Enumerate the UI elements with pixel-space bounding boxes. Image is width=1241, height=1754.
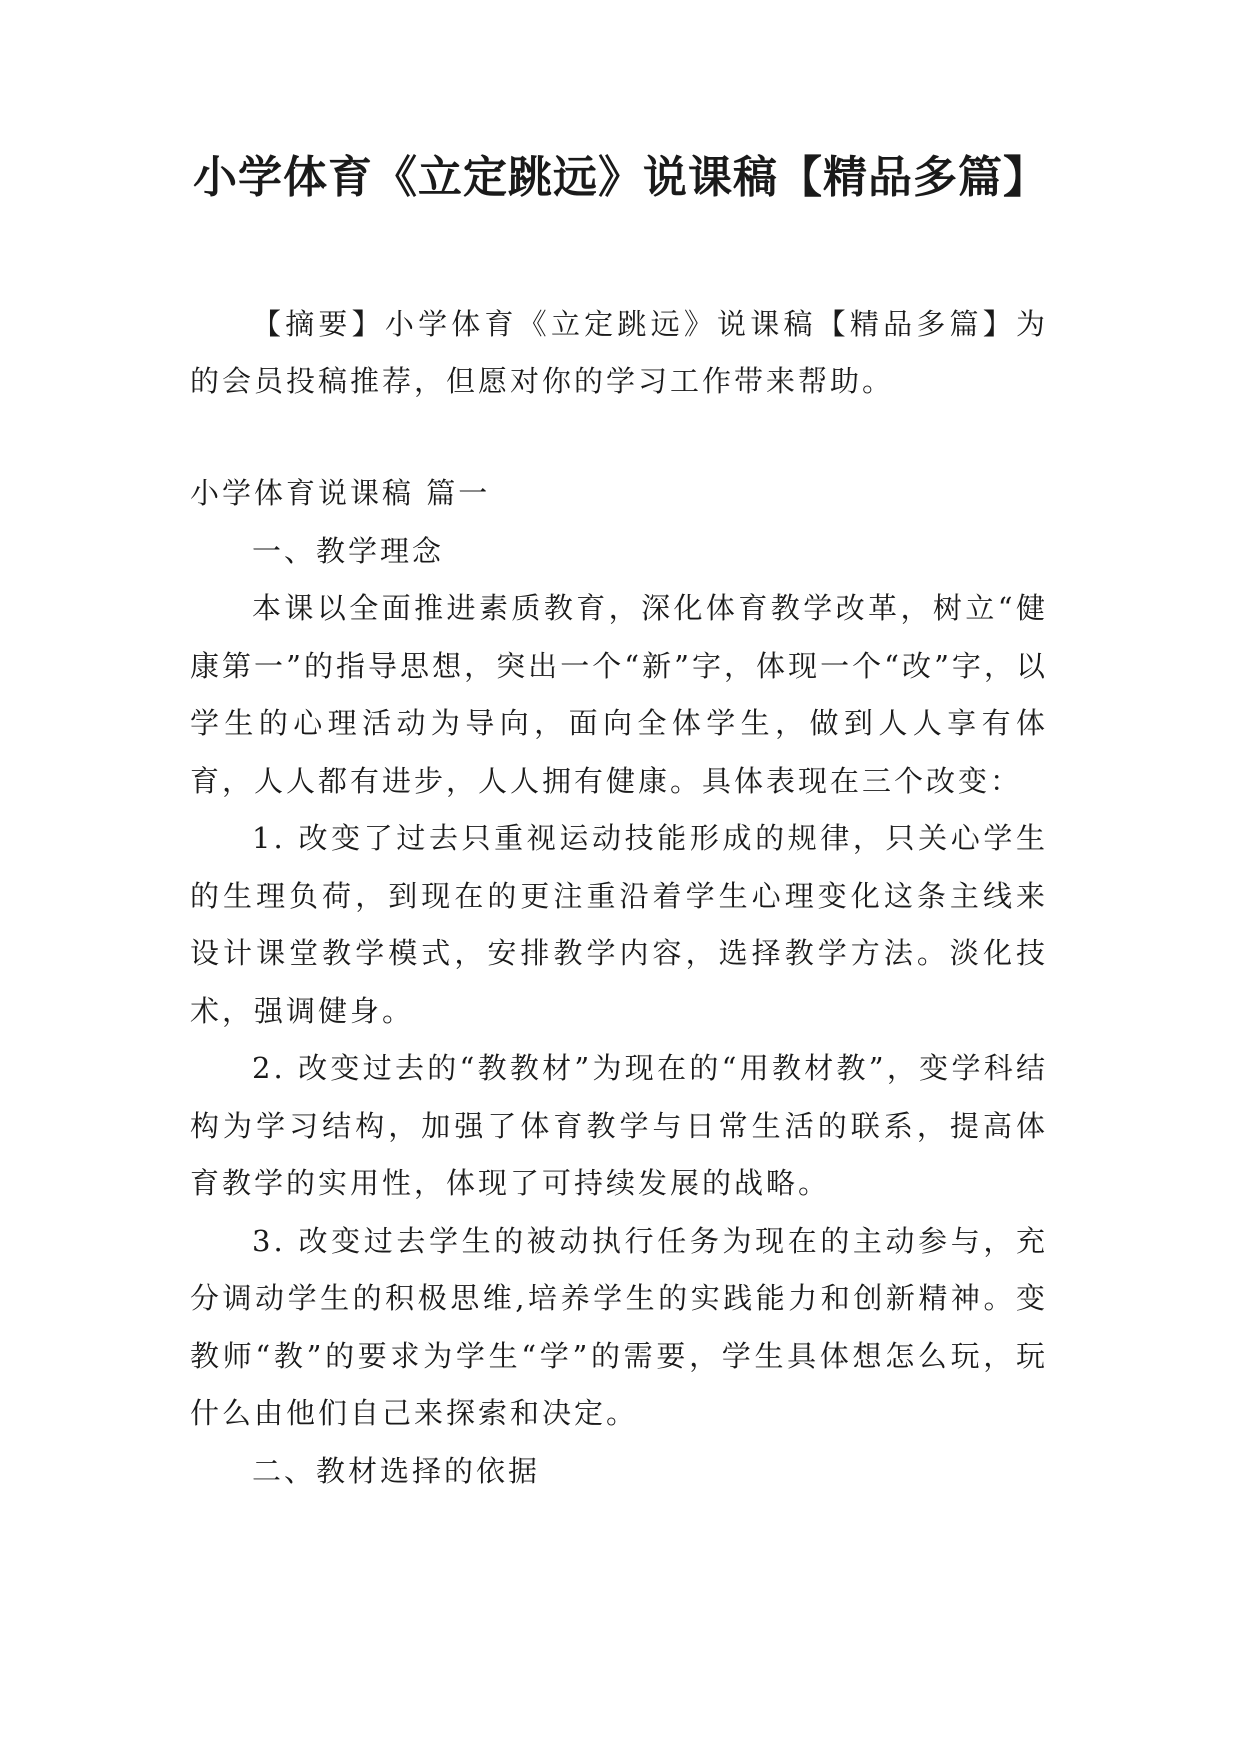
list-item: 1. 改变了过去只重视运动技能形成的规律，只关心学生的生理负荷，到现在的更注重沿着学生心理变化这条主线来设计课堂教学模式，安排教学内容，选择教学方法。淡化技术，强调健身。 (190, 821, 1048, 1028)
document-title: 小学体育《立定跳远》说课稿【精品多篇】 (193, 152, 1048, 203)
subheading-material-basis: 二、教材选择的依据 (252, 1453, 541, 1488)
document-body (190, 465, 1048, 1500)
list-item: 3. 改变过去学生的被动执行任务为现在的主动参与，充分调动学生的积极思维,培养学生的实践能力和创新精神。变教师“教”的要求为学生“学”的需要，学生具体想怎么玩，玩什么由他们自己来探索和决定。 (190, 1223, 1048, 1430)
list-item: 2. 改变过去的“教教材”为现在的“用教材教”，变学科结构为学习结构，加强了体育教学与日常生活的联系，提高体育教学的实用性，体现了可持续发展的战略。 (190, 1051, 1048, 1200)
body-paragraph: 本课以全面推进素质教育，深化体育教学改革，树立“健康第一”的指导思想，突出一个“新”字，体现一个“改”字，以学生的心理活动为导向，面向全体学生，做到人人享有体育，人人都有进步，人人拥有健康。具体表现在三个改变： (190, 591, 1048, 798)
section-heading: 小学体育说课稿 篇一 (190, 476, 491, 510)
summary-paragraph: 【摘要】小学体育《立定跳远》说课稿【精品多篇】为的会员投稿推荐，但愿对你的学习工作带来帮助。 (190, 307, 1048, 398)
subheading-teaching-philosophy: 一、教学理念 (252, 533, 445, 568)
